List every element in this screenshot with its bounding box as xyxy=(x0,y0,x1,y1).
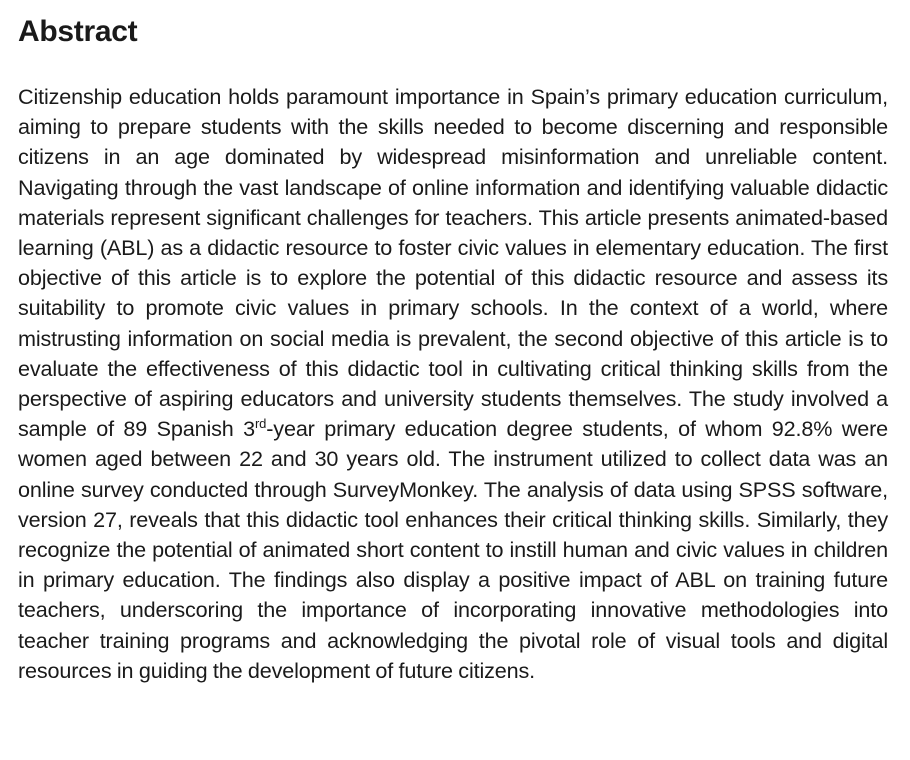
abstract-text-part1: Citizenship education holds paramount importance in Spain’s primary education curriculum, aiming to prepare students with the skills needed to become discerning and responsible citizens in an age dominated by widespread misinformation and unreliable content. Navigating through the vast landscape of online information and identifying valuable didactic materials represent significant challenges for teachers. This article presents animated-based learning (ABL) as a didactic resource to foster civic values in elementary education. The first objective of this article is to explore the potential of this didactic resource and assess its suitability to promote civic values in primary schools. In the context of a world, where mistrusting information on social media is prevalent, the second objective of this article is to evaluate the effectiveness of this didactic tool in cultivating critical thinking skills from the perspective of aspiring educators and university students themselves. The study involved a sample of 89 Spanish 3 xyxy=(18,84,888,442)
abstract-heading: Abstract xyxy=(18,15,138,48)
abstract-body xyxy=(18,82,888,686)
abstract-text-part2: -year primary education degree students, of whom 92.8% were women aged between 22 and 30 years old. The instrument utilized to collect data was an online survey conducted through SurveyMonkey. The analysis of data using SPSS software, version 27, reveals that this didactic tool enhances their critical thinking skills. Similarly, they recognize the potential of animated short content to instill human and civic values in children in primary education. The findings also display a positive impact of ABL on training future teachers, underscoring the importance of incorporating innovative methodologies into teacher training programs and acknowledging the pivotal role of visual tools and digital resources in guiding the development of future citizens. xyxy=(18,416,888,683)
ordinal-suffix: rd xyxy=(255,416,267,432)
abstract-section xyxy=(18,14,888,686)
